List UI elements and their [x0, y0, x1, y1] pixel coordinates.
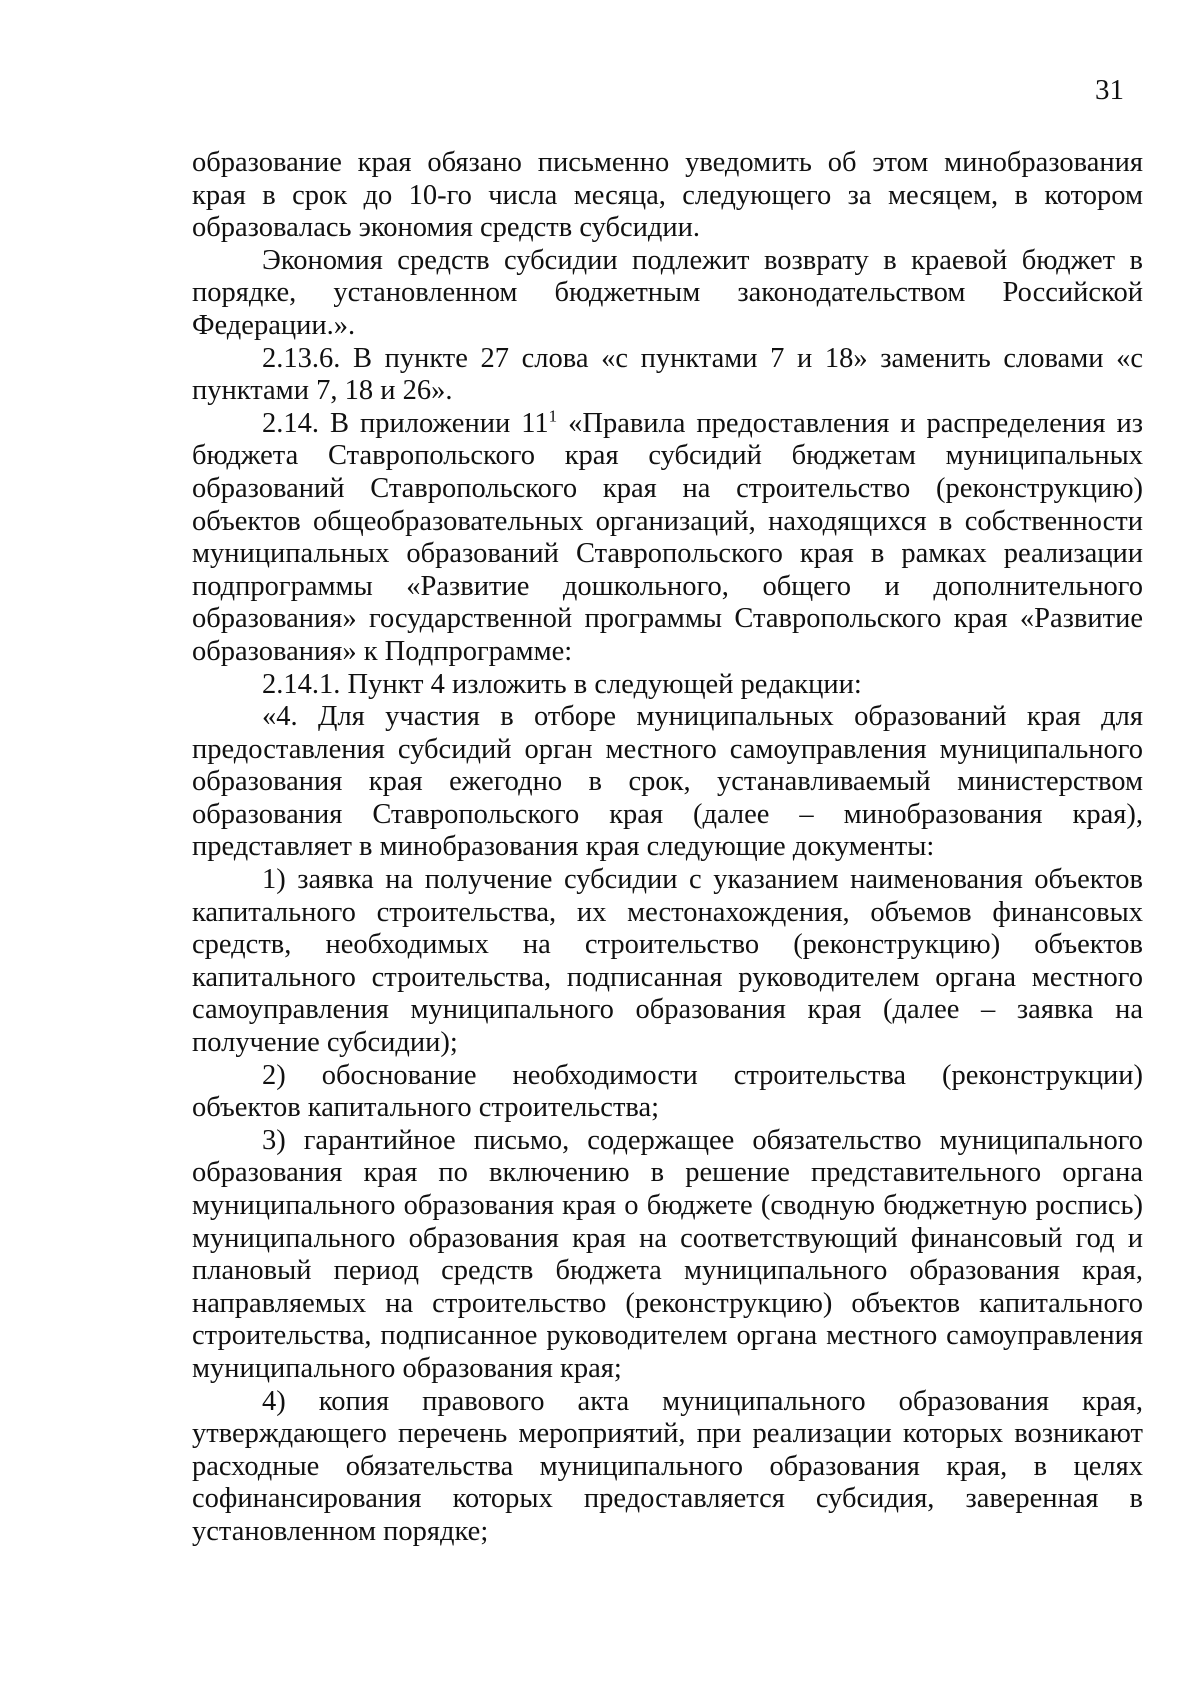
list-item-1: 1) заявка на получение субсидии с указанием наименования объектов капитального строительства, их местонахождения, объемов финансовых средств, необходимых на строительство (реконструкцию) объектов капитального строительства, подписанная руководителем органа местного самоуправления муниципального образования края (далее – заявка на получение субсидии); [192, 864, 1143, 1059]
paragraph-2-14-1: 2.14.1. Пункт 4 изложить в следующей редакции: [262, 668, 862, 700]
page-number: 31 [1095, 74, 1124, 106]
paragraph-2-14-start: 2.14. В приложении 11 [262, 407, 549, 439]
list-item-3: 3) гарантийное письмо, содержащее обязательство муниципального образования края по включению в решение представительного органа муниципального образования края о бюджете (сводную бюджетную роспись) муниципального образования края на соответствующий финансовый год и плановый период средств бюджета муниципального образования края, направляемых на строительство (реконструкцию) объектов капитального строительства, подписанное руководителем органа местного самоуправления муниципального образования края; [192, 1124, 1143, 1384]
list-item-2: 2) обоснование необходимости строительства (реконструкции) объектов капитального строительства; [192, 1059, 1143, 1124]
appendix-superscript: 1 [548, 406, 558, 426]
list-item-4: 4) копия правового акта муниципального образования края, утверждающего перечень мероприятий, при реализации которых возникают расходные обязательства муниципального образования края, в целях софинансирования которых предоставляется субсидия, заверенная в установленном порядке; [192, 1385, 1143, 1547]
paragraph-2-13-6: 2.13.6. В пункте 27 слова «с пунктами 7 и 18» заменить словами «с пунктами 7, 18 и 26». [192, 342, 1143, 407]
paragraph-savings-refund: Экономия средств субсидии подлежит возврату в краевой бюджет в порядке, установленном бюджетным законодательством Российской Федерации.». [192, 244, 1143, 341]
document-body [192, 147, 1143, 1549]
paragraph-item-4: «4. Для участия в отборе муниципальных образований края для предоставления субсидий орган местного самоуправления муниципального образования края ежегодно в срок, устанавливаемый министерством образования Ставропольского края (далее – минобразования края), представляет в минобразования края следующие документы: [192, 701, 1143, 863]
paragraph-2-14 [192, 408, 1143, 669]
paragraph-continuation: образование края обязано письменно уведомить об этом минобразования края в срок до 10-го числа месяца, следующего за месяцем, в котором образовалась экономия средств субсидии. [192, 147, 1143, 244]
paragraph-2-14-rest: «Правила предоставления и распределения из бюджета Ставропольского края субсидий бюджетам муниципальных образований Ставропольского края на строительство (реконструкцию) объектов общеобразовательных организаций, находящихся в собственности муниципальных образований Ставропольского края в рамках реализации подпрограммы «Развитие дошкольного, общего и дополнительного образования» государственной программы Ставропольского края «Развитие образования» к Подпрограмме: [192, 407, 1143, 667]
